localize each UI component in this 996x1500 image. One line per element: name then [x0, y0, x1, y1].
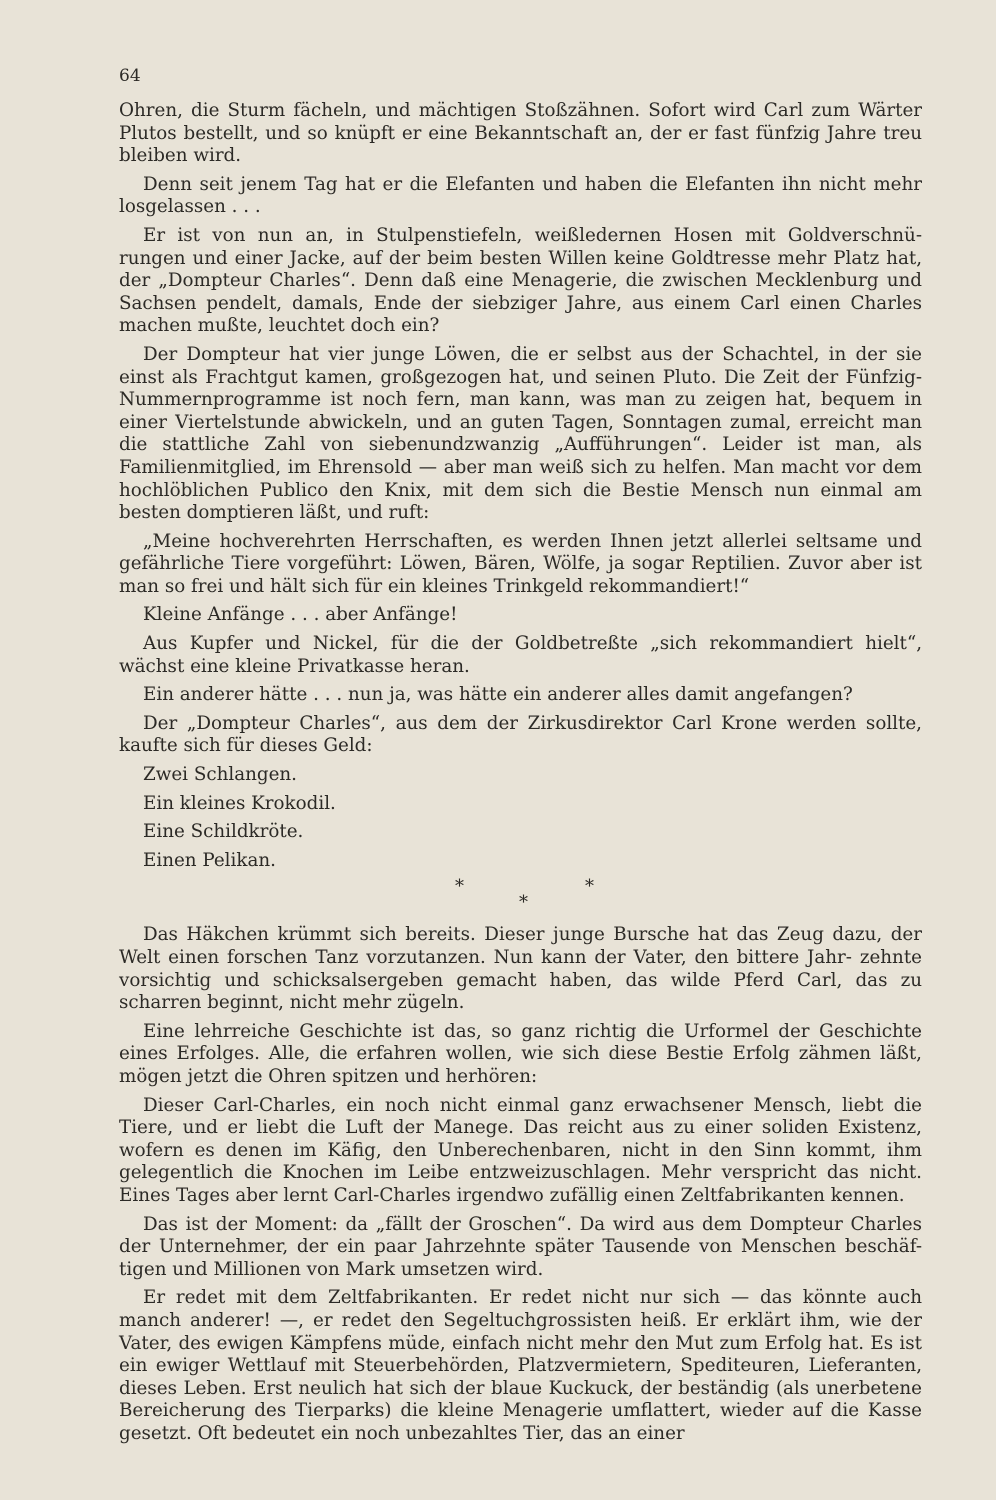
text-line: wofern es denen im Käfig, den Unberechenbaren, nicht in den Sinn kommt, ihm	[119, 1139, 922, 1161]
text-line: wächst eine kleine Privatkasse heran.	[119, 655, 470, 677]
paragraph	[119, 713, 922, 758]
list-item: Einen Pelikan.	[143, 849, 276, 871]
text-line: einst als Frachtgut kamen, großgezogen hat, und seinen Pluto. Die Zeit der Fünfzig-	[119, 366, 922, 388]
text-line: der Unternehmer, der ein paar Jahrzehnte später Tausende von Menschen beschäf-	[119, 1236, 922, 1258]
text-line: Eine lehrreiche Geschichte ist das, so ganz richtig die Urformel der Geschichte	[143, 1020, 922, 1042]
text-line: Kleine Anfänge . . . aber Anfänge!	[143, 604, 458, 626]
text-line: Charles machen mußte, leuchtet doch ein?	[119, 292, 922, 337]
section-break-asterisk: *	[519, 892, 528, 914]
text-line: Das Häkchen krümmt sich bereits. Dieser junge Bursche hat das Zeug dazu,	[143, 924, 883, 946]
text-line: Das ist der Moment: da „fällt der Groschen“. Da wird aus dem Dompteur Charles	[143, 1213, 922, 1235]
text-line: zehnte vorsichtig und schicksalsergeben gemacht haben, das wilde Pferd Carl, das	[119, 947, 922, 991]
text-line: (als unerbetene Bereicherung des Tierparks) die kleine Menagerie umflattert,	[119, 1377, 922, 1422]
page-number: 64	[119, 66, 141, 86]
paragraph	[119, 531, 922, 599]
section-break-asterisk: *	[585, 876, 594, 898]
text-line: besten domptieren läßt, und ruft:	[119, 502, 430, 524]
paragraph	[119, 1214, 922, 1282]
section-break-asterisk: *	[455, 876, 464, 898]
text-line: ist man so frei und hält sich für ein kleines Trinkgeld rekommandiert!“	[119, 553, 922, 597]
text-line: losgelassen . . .	[119, 196, 261, 218]
paragraphs-before-list	[119, 100, 922, 758]
text-line: mögen jetzt die Ohren spitzen und herhören:	[119, 1065, 538, 1087]
paragraph	[119, 684, 922, 707]
text-line: Der Dompteur hat vier junge Löwen, die er selbst aus der Schachtel, in der sie	[143, 343, 922, 365]
text-line: Er ist von nun an, in Stulpenstiefeln, weißledernen Hosen mit Goldverschnü-	[143, 224, 922, 246]
text-line: hat, der „Dompteur Charles“. Denn daß eine Menagerie, die zwischen Mecklenburg	[119, 247, 923, 292]
paragraph	[119, 633, 922, 678]
paragraph	[119, 1021, 922, 1089]
paragraph	[119, 174, 922, 219]
list-item: Eine Schildkröte.	[143, 821, 304, 843]
body-text	[119, 100, 922, 1445]
text-line: Aus Kupfer und Nickel, für die der Goldbetreßte „sich rekommandiert hielt“,	[143, 633, 922, 655]
text-line: Nummernprogramme ist noch fern, man kann, was man zu zeigen hat, bequem in	[119, 389, 922, 411]
text-line: Eines Tages aber lernt Carl-Charles irgendwo zufällig einen Zeltfabrikanten kennen.	[119, 1184, 905, 1206]
text-line: manch anderer! —, er redet den Segeltuchgrossisten heiß. Er erklärt ihm, wie der	[119, 1309, 922, 1331]
text-line: Denn seit jenem Tag hat er die Elefanten und haben die Elefanten ihn nicht mehr	[143, 173, 922, 195]
text-line: Tiere, und er liebt die Luft der Manege. Das reicht aus zu einer soliden Existenz,	[119, 1117, 922, 1139]
paragraph	[119, 100, 922, 168]
text-line: und Sachsen pendelt, damals, Ende der siebziger Jahre, aus einem Carl einen	[119, 270, 923, 314]
section-break	[119, 876, 922, 924]
text-line: „Meine hochverehrten Herrschaften, es werden Ihnen jetzt allerlei seltsame und	[143, 530, 922, 552]
text-line: Es ist ein ewiger Wettlauf mit Steuerbehörden, Platzvermietern, Spediteuren,	[119, 1332, 923, 1377]
paragraph	[119, 344, 922, 525]
paragraph	[119, 1287, 922, 1445]
text-line: die stattliche Zahl von siebenundzwanzig „Aufführungen“. Leider ist man, als	[119, 434, 922, 456]
text-line: rungen und einer Jacke, auf der beim besten Willen keine Goldtresse mehr Platz	[119, 247, 880, 269]
text-line: Der „Dompteur Charles“, aus dem der Zirkusdirektor Carl Krone werden sollte,	[143, 712, 922, 734]
paragraph	[119, 924, 922, 1014]
text-line: kaufte sich für dieses Geld:	[119, 735, 373, 757]
text-line: Familienmitglied, im Ehrensold — aber man weiß sich zu helfen. Man macht vor	[119, 456, 876, 478]
text-line: tigen und Millionen von Mark umsetzen wird.	[119, 1258, 544, 1280]
text-line: eines Erfolges. Alle, die erfahren wollen, wie sich diese Bestie Erfolg zähmen läßt,	[119, 1043, 922, 1065]
text-line: gefährliche Tiere vorgeführt: Löwen, Bären, Wölfe, ja sogar Reptilien. Zuvor aber	[119, 553, 893, 575]
text-line: der Welt einen forschen Tanz vorzutanzen. Nun kann der Vater, den bittere Jahr-	[119, 924, 922, 968]
text-line: Dieser Carl-Charles, ein noch nicht einmal ganz erwachsener Mensch, liebt die	[143, 1094, 922, 1116]
list-item: Ein kleines Krokodil.	[143, 792, 336, 814]
text-line: zu scharren beginnt, nicht mehr zügeln.	[119, 969, 922, 1014]
text-line: Ein anderer hätte . . . nun ja, was hätte ein anderer alles damit angefangen?	[143, 684, 853, 706]
text-line: Wärter Plutos bestellt, und so knüpft er eine Bekanntschaft an, der er fast fünfzig	[119, 100, 923, 144]
paragraphs-after-break	[119, 924, 922, 1445]
list-item: Zwei Schlangen.	[143, 764, 297, 786]
purchase-list	[119, 764, 922, 872]
text-line: Lieferanten, dieses Leben. Erst neulich hat sich der blaue Kuckuck, der beständig	[119, 1355, 923, 1399]
text-line: Jahre treu bleiben wird.	[119, 122, 922, 167]
paragraph	[119, 1095, 922, 1208]
text-line: einer Viertelstunde abwickeln, und an guten Tagen, Sonntagen zumal, erreicht man	[119, 411, 922, 433]
text-line: Er redet mit dem Zeltfabrikanten. Er redet nicht nur sich — das könnte auch	[143, 1287, 922, 1309]
text-line: Vater, des ewigen Kämpfens müde, einfach nicht mehr den Mut zum Erfolg hat.	[119, 1332, 865, 1354]
paragraph	[119, 604, 922, 627]
text-line: dem hochlöblichen Publico den Knix, mit dem sich die Bestie Mensch nun einmal am	[119, 456, 922, 501]
text-line: wieder auf die Kasse gesetzt. Oft bedeutet ein noch unbezahltes Tier, das an einer	[119, 1400, 922, 1444]
text-line: Ohren, die Sturm fächeln, und mächtigen Stoßzähnen. Sofort wird Carl zum	[119, 100, 851, 121]
text-line: gelegentlich die Knochen im Leibe entzweizuschlagen. Mehr verspricht das nicht.	[119, 1162, 922, 1184]
paragraph	[119, 225, 922, 338]
